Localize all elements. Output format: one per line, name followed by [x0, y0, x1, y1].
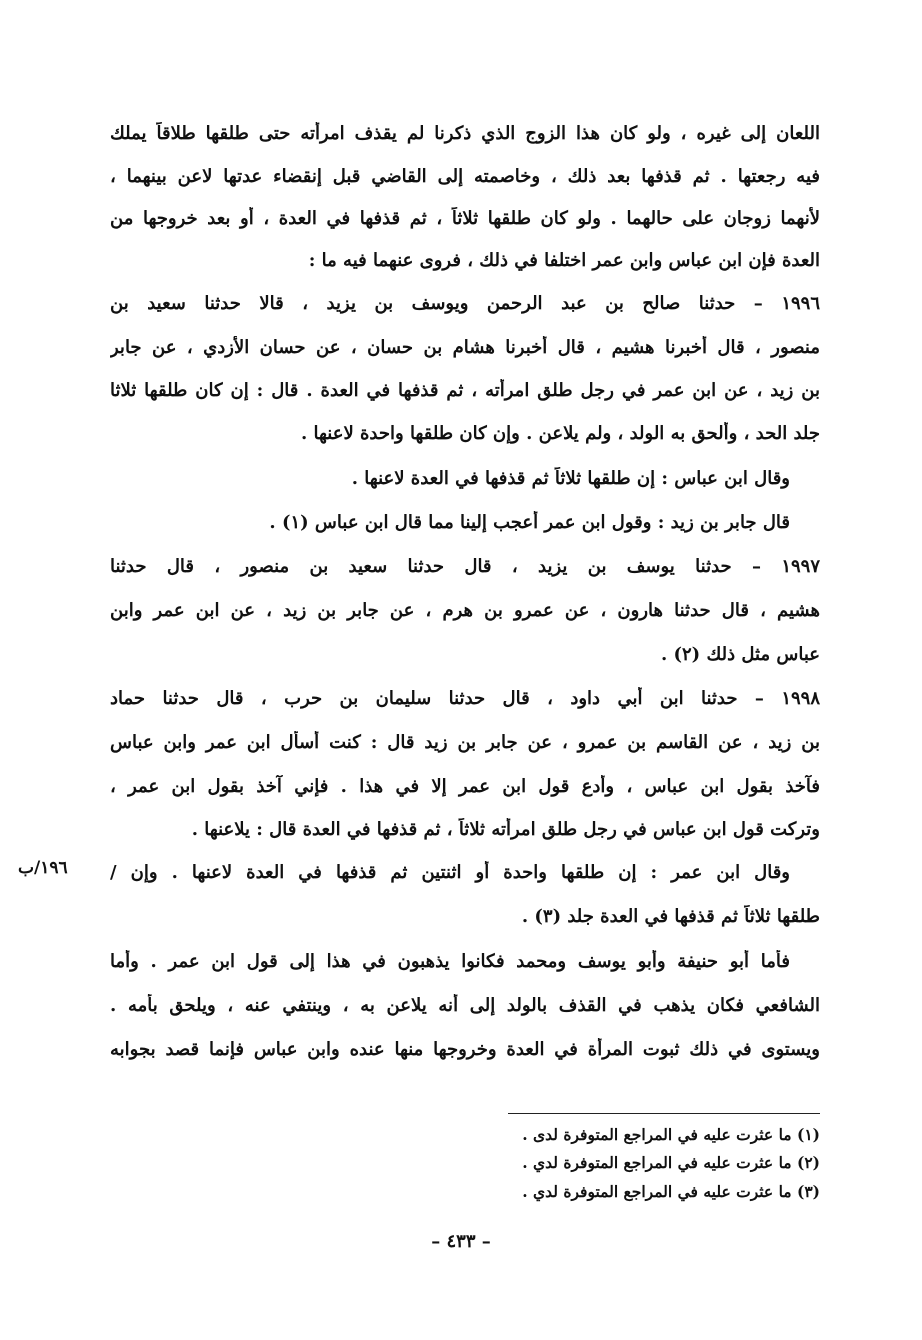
body-line: عباس مثل ذلك (٢) .	[660, 644, 820, 665]
body-line: فيه رجعتها . ثم قذفها بعد ذلك ، وخاصمته إلى القاضي قبل إنقضاء عدتها لاعن بينهما ،	[110, 166, 820, 187]
body-line: منصور ، قال أخبرنا هشيم ، قال أخبرنا هشام بن حسان ، عن حسان الأزدي ، عن جابر	[110, 337, 820, 358]
body-line: قال جابر بن زيد : وقول ابن عمر أعجب إلينا مما قال ابن عباس (١) .	[269, 512, 790, 533]
body-line: جلد الحد ، وألحق به الولد ، ولم يلاعن . وإن كان طلقها واحدة لاعنها .	[300, 423, 820, 444]
page-number: – ٤٣٣ –	[431, 1231, 491, 1252]
hadith-1997-line: ١٩٩٧ – حدثنا يوسف بن يزيد ، قال حدثنا سعيد بن منصور ، قال حدثنا	[110, 556, 820, 577]
body-line: ويستوى في ذلك ثبوت المرأة في العدة وخروجها منها عنده وابن عباس فإنما قصد بجوابه	[110, 1039, 820, 1060]
body-line: بن زيد ، عن ابن عمر في رجل طلق امرأته ، ثم قذفها في العدة . قال : إن كان طلقها ثلاثا	[110, 380, 820, 401]
body-line: العدة فإن ابن عباس وابن عمر اختلفا في ذلك ، فروى عنهما فيه ما :	[308, 250, 820, 271]
body-line: لأنهما زوجان على حالهما . ولو كان طلقها ثلاثاً ، ثم قذفها في العدة ، أو بعد خروجها من	[110, 208, 820, 229]
body-line: فأما أبو حنيفة وأبو يوسف ومحمد فكانوا يذهبون في هذا إلى قول ابن عمر . وأما	[110, 951, 790, 972]
body-line: وقال ابن عمر : إن طلقها واحدة أو اثنتين ثم قذفها في العدة لاعنها . وإن /	[110, 862, 790, 883]
body-line: فآخذ بقول ابن عباس ، وأدع قول ابن عمر إلا في هذا . فإني آخذ بقول ابن عمر ،	[110, 776, 820, 797]
body-line: وتركت قول ابن عباس في رجل طلق امرأته ثلاثاً ، ثم قذفها في العدة قال : يلاعنها .	[191, 819, 820, 840]
footnote: (٢) ما عثرت عليه في المراجع المتوفرة لدي .	[522, 1153, 820, 1172]
hadith-1996-line: ١٩٩٦ – حدثنا صالح بن عبد الرحمن ويوسف بن يزيد ، قالا حدثنا سعيد بن	[110, 293, 820, 314]
footnote-divider	[508, 1113, 820, 1114]
hadith-1998-line: ١٩٩٨ – حدثنا ابن أبي داود ، قال حدثنا سليمان بن حرب ، قال حدثنا حماد	[110, 688, 820, 709]
body-line: طلقها ثلاثاً ثم قذفها في العدة جلد (٣) .	[521, 906, 820, 927]
body-line: اللعان إلى غيره ، ولو كان هذا الزوج الذي ذكرنا لم يقذف امرأته حتى طلقها طلاقاً يملك	[110, 123, 820, 144]
footnote: (٣) ما عثرت عليه في المراجع المتوفرة لدي .	[522, 1182, 820, 1201]
body-line: هشيم ، قال حدثنا هارون ، عن عمرو بن هرم ، عن جابر بن زيد ، عن ابن عمر وابن	[110, 600, 820, 621]
footnote: (١) ما عثرت عليه في المراجع المتوفرة لدى .	[522, 1125, 820, 1144]
body-line: وقال ابن عباس : إن طلقها ثلاثاً ثم قذفها في العدة لاعنها .	[351, 468, 790, 489]
body-line: بن زيد ، عن القاسم بن عمرو ، عن جابر بن زيد قال : كنت أسأل ابن عمر وابن عباس	[110, 732, 820, 753]
body-line: الشافعي فكان يذهب في القذف بالولد إلى أنه يلاعن به ، وينتفي عنه ، ويلحق بأمه .	[110, 995, 820, 1016]
margin-folio-note: ١٩٦/ب	[18, 858, 68, 878]
